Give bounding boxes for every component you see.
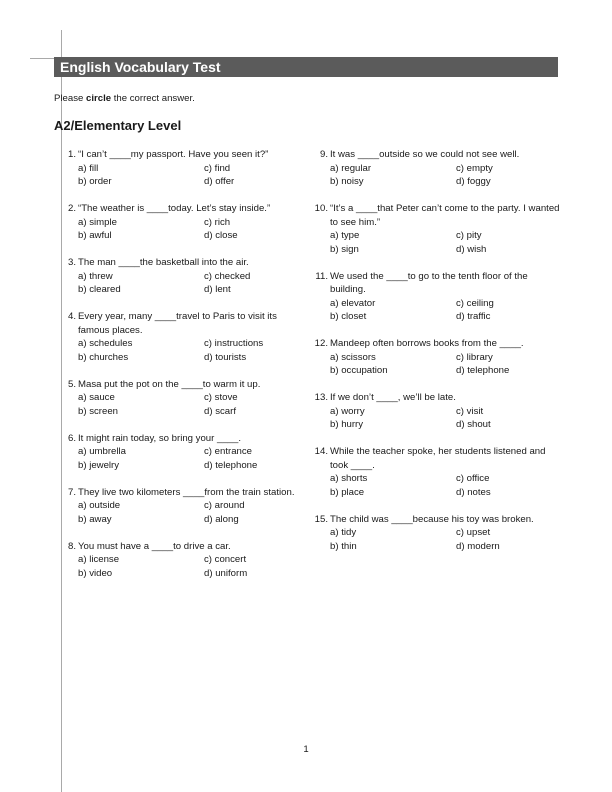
question-text: While the teacher spoke, her students listened and took ____. [330, 446, 546, 471]
answer-options [330, 472, 560, 499]
option-a[interactable]: a) elevator [330, 297, 376, 309]
option-c[interactable]: c) checked [204, 270, 251, 282]
question-13 [310, 391, 560, 432]
option-b[interactable]: b) noisy [330, 176, 364, 187]
answer-options [330, 229, 560, 256]
option-c[interactable]: c) visit [456, 405, 484, 417]
answer-options [78, 553, 308, 580]
option-b[interactable]: b) screen [78, 405, 118, 417]
question-3 [58, 256, 308, 297]
option-d[interactable]: d) shout [456, 419, 491, 430]
option-a[interactable]: a) umbrella [78, 446, 126, 457]
answer-options [330, 405, 560, 432]
option-a[interactable]: a) license [78, 554, 120, 565]
question-number: 13. [314, 392, 328, 403]
question-5 [58, 378, 308, 419]
option-a[interactable]: a) tidy [330, 527, 357, 538]
question-12 [310, 337, 560, 378]
option-d[interactable]: d) wish [456, 243, 487, 255]
option-a[interactable]: a) worry [330, 405, 365, 417]
answer-options [78, 216, 308, 243]
question-text: Every year, many ____travel to Paris to visit its famous places. [78, 311, 277, 336]
option-a[interactable]: a) schedules [78, 338, 133, 349]
question-text: The child was ____because his toy was broken. [330, 513, 534, 525]
option-c[interactable]: c) library [456, 351, 493, 363]
answer-options [78, 337, 308, 364]
instructions-emphasis: circle [86, 93, 112, 104]
question-10 [310, 202, 560, 256]
option-d[interactable]: d) tourists [204, 351, 247, 363]
question-2 [58, 202, 308, 243]
option-b[interactable]: b) closet [330, 311, 367, 322]
question-number: 1. [67, 149, 76, 160]
answer-options [330, 351, 560, 378]
question-number: 15. [314, 513, 328, 525]
question-number: 9. [319, 149, 328, 160]
answer-options [78, 499, 308, 526]
option-a[interactable]: a) type [330, 230, 360, 241]
option-c[interactable]: c) empty [456, 162, 493, 174]
option-b[interactable]: b) video [78, 567, 113, 579]
question-text: If we don’t ____, we’ll be late. [330, 392, 456, 403]
option-d[interactable]: d) scarf [204, 405, 236, 417]
option-d[interactable]: d) lent [204, 284, 231, 295]
instructions-before: Please [54, 93, 86, 104]
instructions-after: the correct answer. [111, 93, 195, 104]
question-number: 11. [315, 270, 328, 282]
question-text: You must have a ____to drive a car. [78, 540, 231, 552]
question-text: We used the ____to go to the tenth floor of the building. [330, 270, 528, 295]
option-b[interactable]: b) occupation [330, 365, 388, 376]
option-b[interactable]: b) awful [78, 230, 112, 241]
option-b[interactable]: b) hurry [330, 419, 364, 430]
option-d[interactable]: d) foggy [456, 176, 491, 187]
question-7 [58, 486, 308, 527]
option-c[interactable]: c) upset [456, 527, 491, 538]
option-d[interactable]: d) along [204, 513, 239, 525]
option-a[interactable]: a) scissors [330, 351, 376, 363]
option-c[interactable]: c) concert [204, 554, 247, 565]
question-14 [310, 445, 560, 499]
answer-options [330, 297, 560, 324]
option-a[interactable]: a) fill [78, 162, 99, 174]
option-d[interactable]: d) offer [204, 176, 235, 187]
answer-options [78, 162, 308, 189]
question-number: 4. [67, 311, 76, 322]
question-15 [310, 513, 560, 554]
question-6 [58, 432, 308, 473]
option-a[interactable]: a) shorts [330, 473, 368, 484]
question-number: 5. [67, 378, 76, 390]
level-heading: A2/Elementary Level [54, 118, 182, 133]
option-c[interactable]: c) stove [204, 392, 238, 403]
question-11 [310, 270, 560, 324]
option-a[interactable]: a) threw [78, 270, 113, 282]
option-b[interactable]: b) away [78, 513, 112, 525]
instructions [54, 92, 195, 105]
option-b[interactable]: b) sign [330, 243, 359, 255]
question-number: 10. [314, 203, 328, 214]
question-text: Masa put the pot on the ____to warm it up. [78, 378, 261, 390]
page-number: 1 [303, 744, 309, 755]
question-text: Mandeep often borrows books from the ____. [330, 338, 524, 349]
question-number: 2. [67, 203, 76, 214]
option-a[interactable]: a) simple [78, 216, 117, 228]
option-b[interactable]: b) place [330, 486, 365, 498]
question-number: 12. [314, 338, 328, 349]
answer-options [330, 162, 560, 189]
question-1 [58, 148, 308, 189]
question-text: “The weather is ____today. Let’s stay inside.” [78, 203, 271, 214]
answer-options [78, 270, 308, 297]
question-number: 3. [67, 257, 76, 268]
option-c[interactable]: c) find [204, 162, 231, 174]
option-c[interactable]: c) pity [456, 230, 482, 241]
option-b[interactable]: b) order [78, 176, 112, 187]
option-b[interactable]: b) churches [78, 351, 129, 363]
option-c[interactable]: c) entrance [204, 446, 252, 457]
option-a[interactable]: a) regular [330, 162, 372, 174]
answer-options [330, 526, 560, 553]
option-b[interactable]: b) thin [330, 540, 357, 552]
title-bar [54, 57, 558, 77]
option-d[interactable]: d) uniform [204, 567, 248, 579]
question-text: They live two kilometers ____from the train station. [78, 486, 295, 498]
option-c[interactable]: c) office [456, 473, 490, 484]
option-c[interactable]: c) instructions [204, 338, 264, 349]
option-d[interactable]: d) telephone [456, 365, 510, 376]
option-d[interactable]: d) close [204, 230, 238, 241]
question-number: 14. [314, 446, 328, 457]
answer-options [78, 445, 308, 472]
option-d[interactable]: d) traffic [456, 311, 491, 322]
question-text: It was ____outside so we could not see well. [330, 149, 520, 160]
questions-column-left [58, 148, 308, 580]
option-c[interactable]: c) around [204, 500, 245, 511]
option-c[interactable]: c) rich [204, 216, 231, 228]
option-d[interactable]: d) telephone [204, 459, 258, 471]
question-text: “I can’t ____my passport. Have you seen it?” [78, 149, 269, 160]
question-number: 6. [67, 432, 76, 444]
question-text: It might rain today, so bring your ____. [78, 432, 242, 444]
option-b[interactable]: b) jewelry [78, 459, 120, 471]
question-text: The man ____the basketball into the air. [78, 257, 249, 268]
answer-options [78, 391, 308, 418]
option-d[interactable]: d) notes [456, 486, 491, 498]
question-8 [58, 540, 308, 581]
option-a[interactable]: a) outside [78, 500, 121, 511]
option-a[interactable]: a) sauce [78, 392, 115, 403]
questions-column-right [310, 148, 560, 553]
option-d[interactable]: d) modern [456, 540, 500, 552]
question-number: 7. [67, 486, 76, 498]
option-c[interactable]: c) ceiling [456, 297, 494, 309]
question-number: 8. [67, 540, 76, 552]
question-4 [58, 310, 308, 364]
option-b[interactable]: b) cleared [78, 284, 121, 295]
question-text: “It’s a ____that Peter can’t come to the party. I wanted to see him.” [330, 203, 560, 228]
test-title: English Vocabulary Test [60, 59, 221, 75]
question-9 [310, 148, 560, 189]
